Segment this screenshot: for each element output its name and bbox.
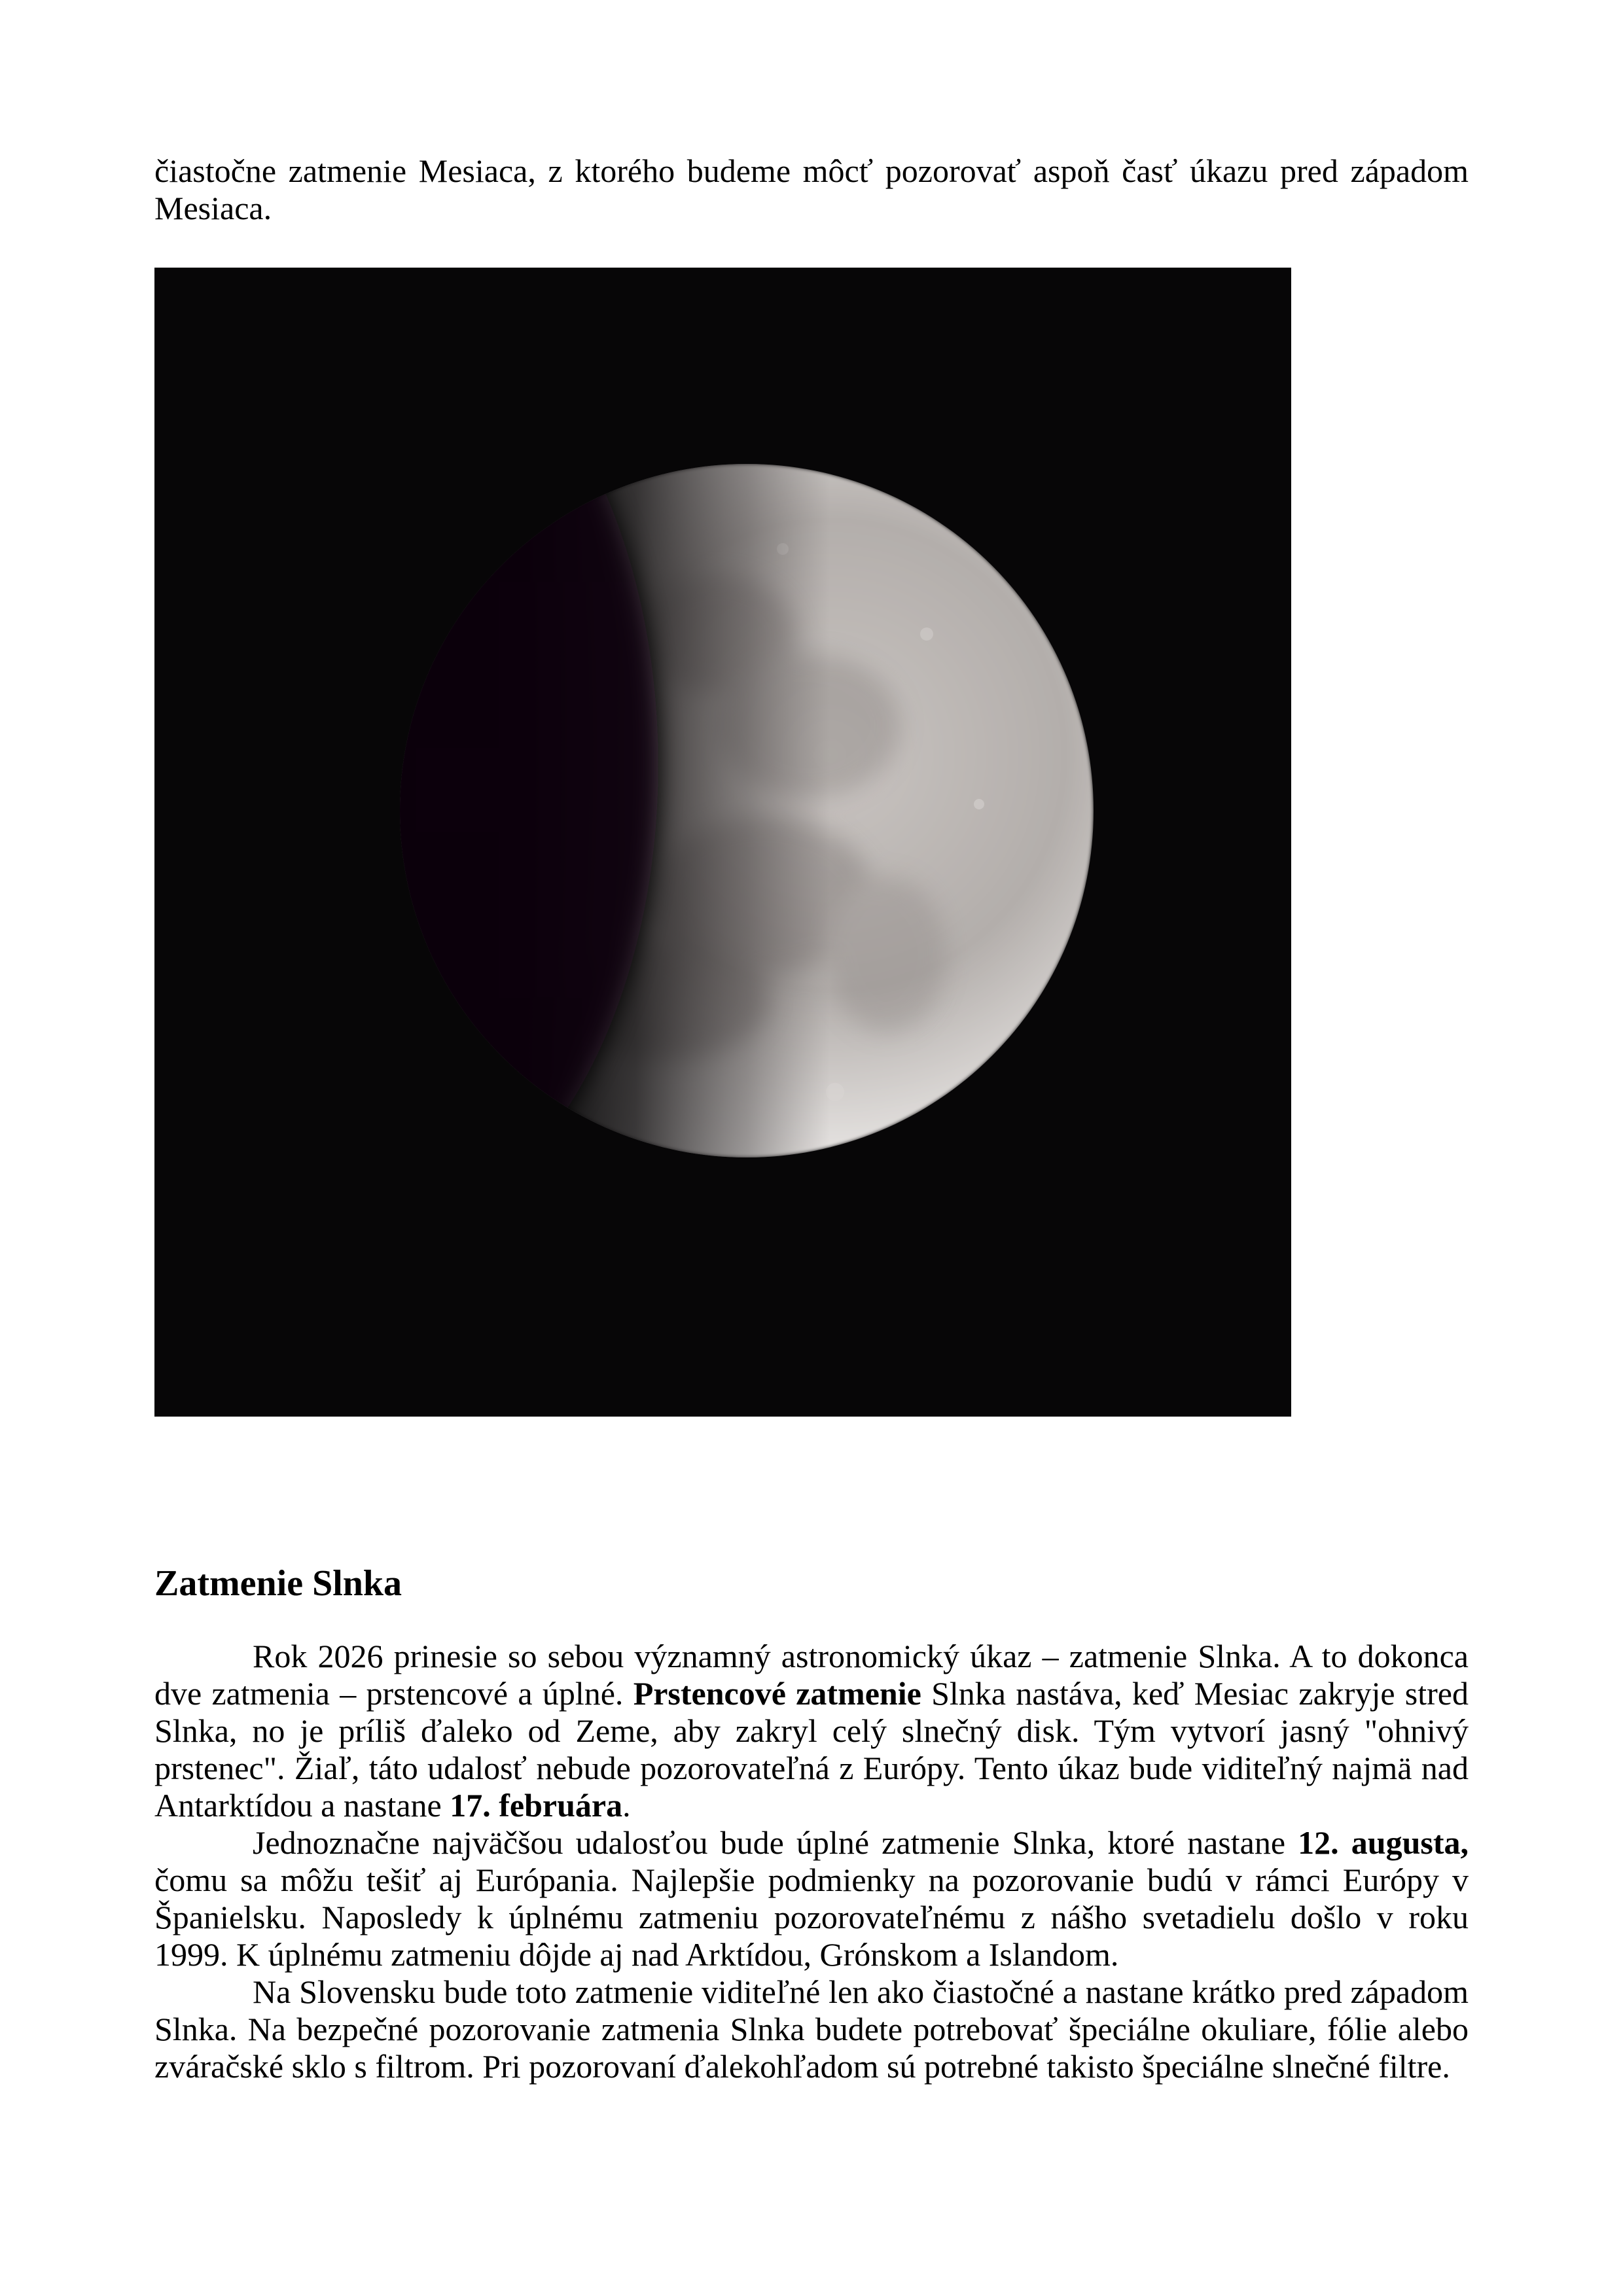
- paragraph-1: [154, 1638, 1469, 1824]
- intro-paragraph: čiastočne zatmenie Mesiaca, z ktorého budeme môcť pozorovať aspoň časť úkazu pred západom Mesiaca.: [154, 152, 1469, 226]
- text-run: Na Slovensku bude toto zatmenie viditeľné len ako čiastočné a nastane krátko pred západom Slnka. Na bezpečné pozorovanie zatmenia Slnka budete potrebovať špeciálne okuliare, fólie alebo zváračské sklo s filtrom. Pri pozorovaní ďalekohľadom sú potrebné takisto špeciálne slnečné filtre.: [154, 1973, 1469, 2085]
- paragraph-2: [154, 1824, 1469, 1973]
- moon-eclipse-photo: [154, 268, 1291, 1417]
- section-body: [154, 1638, 1469, 2085]
- section-heading: Zatmenie Slnka: [154, 1563, 402, 1604]
- bold-date: 12. augusta,: [1298, 1824, 1469, 1861]
- paragraph-3: [154, 1973, 1469, 2085]
- bold-term: Prstencové zatmenie: [633, 1675, 921, 1712]
- bold-date: 17. februára: [450, 1787, 623, 1824]
- moon-eclipse-image: [154, 268, 1291, 1417]
- text-run: Slnka nastáva, keď Mesiac zakryje stred Slnka, no je príliš ďaleko od Zeme, aby zakryl celý slnečný disk. Tým vytvorí jasný "ohnivý prstenec". Žiaľ, táto udalosť nebude pozorovateľná z Európy. Tento úkaz bude viditeľný najmä nad Antarktídou a nastane: [154, 1675, 1469, 1824]
- text-run: .: [622, 1787, 631, 1824]
- text-run: Jednoznačne najväčšou udalosťou bude úplné zatmenie Slnka, ktoré nastane: [253, 1824, 1298, 1861]
- text-run: Rok 2026 prinesie so sebou významný astronomický úkaz – zatmenie Slnka. A to dokonca dve zatmenia – prstencové a úplné.: [154, 1638, 1469, 1712]
- text-run: čomu sa môžu tešiť aj Európania. Najlepšie podmienky na pozorovanie budú v rámci Európy v Španielsku. Naposledy k úplnému zatmeniu pozorovateľnému z nášho svetadielu došlo v roku 1999. K úplnému zatmeniu dôjde aj nad Arktídou, Grónskom a Islandom.: [154, 1862, 1469, 1973]
